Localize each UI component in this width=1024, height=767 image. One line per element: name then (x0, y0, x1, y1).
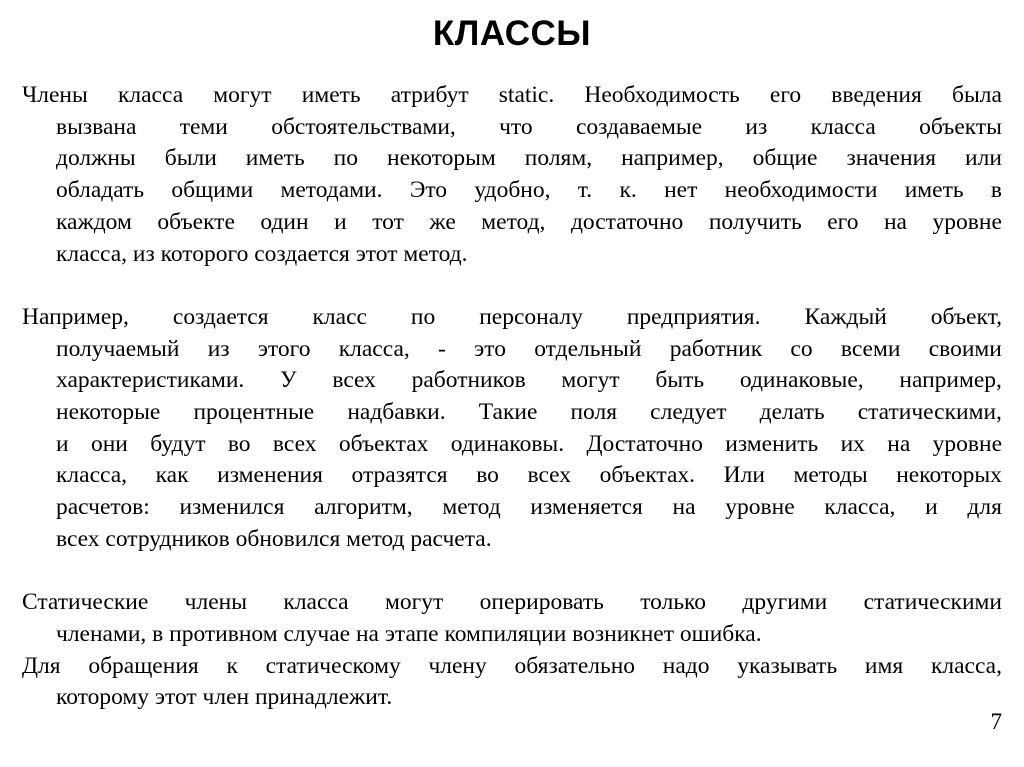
paragraph (22, 80, 1002, 270)
text-line: получаемый из этого класса, - это отдельный работник со всеми своими (56, 335, 1002, 362)
text-line: Например, создается класс по персоналу предприятия. Каждый объект, (22, 303, 1002, 330)
text-line: класса, как изменения отразятся во всех объектах. Или методы некоторых (56, 462, 1002, 489)
text-line: каждом объекте один и тот же метод, достаточно получить его на уровне (56, 208, 1002, 235)
slide-body (22, 80, 1002, 714)
page-number: 7 (990, 709, 1002, 734)
text-line: должны были иметь по некоторым полям, например, общие значения или (56, 145, 1002, 172)
text-line: Члены класса могут иметь атрибут static. Необходимость его введения была (22, 82, 1002, 108)
text-line: обладать общими методами. Это удобно, т. к. нет необходимости иметь в (56, 177, 1002, 204)
text-line: характеристиками. У всех работников могут быть одинаковые, например, (56, 367, 1002, 394)
page-title: КЛАССЫ (432, 14, 592, 53)
text-line: расчетов: изменился алгоритм, метод изменяется на уровне класса, и для (56, 494, 1002, 521)
text-line: класса, из которого создается этот метод. (56, 240, 468, 267)
text-line: вызвана теми обстоятельствами, что создаваемые из класса объекты (56, 113, 1002, 140)
paragraph (22, 651, 1002, 714)
text-line: всех сотрудников обновился метод расчета. (56, 525, 492, 552)
paragraph (22, 587, 1002, 650)
text-line: некоторые процентные надбавки. Такие поля следует делать статическими, (56, 399, 1002, 426)
text-line: и они будут во всех объектах одинаковы. Достаточно изменить их на уровне (56, 430, 1002, 457)
text-line: Статические члены класса могут оперировать только другими статическими (22, 589, 1002, 616)
text-line: членами, в противном случае на этапе компиляции возникнет ошибка. (56, 620, 762, 647)
text-line: Для обращения к статическому члену обязательно надо указывать имя класса, (22, 652, 1002, 679)
text-line: которому этот член принадлежит. (56, 684, 393, 711)
paragraph (22, 302, 1002, 556)
